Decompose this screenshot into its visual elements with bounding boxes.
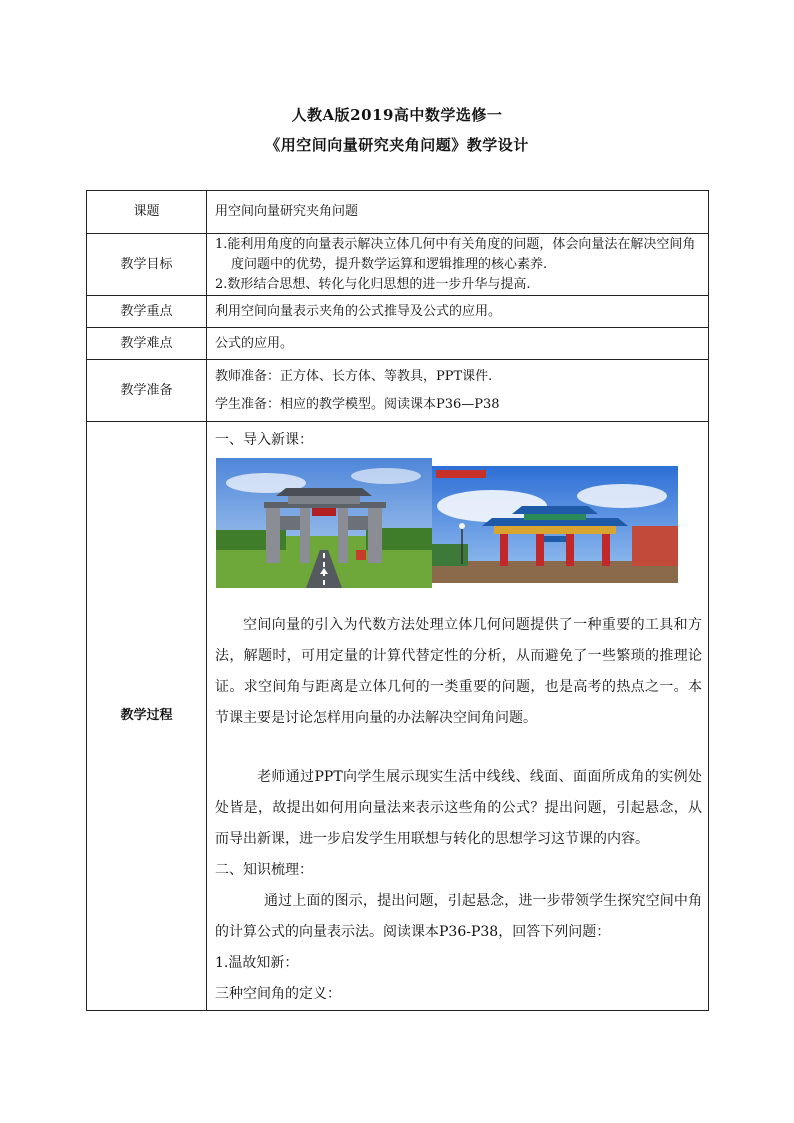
item-review: 1.温故知新： — [215, 955, 299, 971]
review-paragraph: 通过上面的图示，提出问题，引起悬念，进一步带领学生探究空间中角的计算公式的向量表示法。阅读课本P36-P38，回答下列问题： — [215, 893, 702, 940]
archway-photos — [215, 458, 702, 598]
teacher-preparation: 教师准备：正方体、长方体、等教具，PPT课件. — [215, 368, 493, 384]
row-key-points — [87, 296, 709, 328]
content-goals — [207, 234, 709, 296]
intro-paragraph: 空间向量的引入为代数方法处理立体几何问题提供了一种重要的工具和方法，解题时，可用定量的计算代替定性的分析，从而避免了一些繁琐的推理论证。求空间角与距离是立体几何的一类重要的问题，也是高考的热点之一。本节课主要是讨论怎样用向量的办法解决空间角问题。 — [215, 617, 702, 726]
goal-item-2: 2.数形结合思想、转化与化归思想的进一步升华与提高. — [215, 276, 531, 292]
content-preparation — [207, 360, 709, 422]
content-topic: 用空间向量研究夹角问题 — [207, 191, 709, 234]
content-difficulties: 公式的应用。 — [207, 328, 709, 360]
label-preparation: 教学准备 — [87, 360, 207, 422]
section-heading-knowledge: 二、知识梳理： — [215, 862, 313, 878]
label-difficulties: 教学难点 — [87, 328, 207, 360]
label-key-points: 教学重点 — [87, 296, 207, 328]
student-preparation: 学生准备：相应的教学模型。阅读课本P36—P38 — [215, 396, 500, 412]
content-process — [207, 422, 709, 1011]
goal-item-1: 1.能利用角度的向量表示解决立体几何中有关角度的问题，体会向量法在解决空间角度问题中的优势，提升数学运算和逻辑推理的核心素养. — [215, 236, 696, 272]
label-topic: 课题 — [87, 191, 207, 234]
row-topic — [87, 191, 709, 234]
content-key-points: 利用空间向量表示夹角的公式推导及公式的应用。 — [207, 296, 709, 328]
blank-line — [215, 734, 702, 762]
row-process — [87, 422, 709, 1011]
teacher-paragraph: 老师通过PPT向学生展示现实生活中线线、线面、面面所成角的实例处处皆是，故提出如何用向量法来表示这些角的公式？提出问题，引起悬念，从而导出新课，进一步启发学生用联想与转化的思想学习这节课的内容。 — [215, 769, 702, 847]
row-goals — [87, 234, 709, 296]
stone-archway-photo — [216, 458, 432, 588]
lesson-plan-table — [86, 190, 709, 1011]
row-difficulties — [87, 328, 709, 360]
section-heading-intro: 一、导入新课： — [215, 432, 313, 448]
document-title: 人教A版2019高中数学选修一 — [291, 106, 503, 124]
item-definitions: 三种空间角的定义： — [215, 986, 341, 1002]
painted-gate-photo — [432, 466, 678, 583]
document-subtitle: 《用空间向量研究夹角问题》教学设计 — [265, 136, 529, 154]
label-goals: 教学目标 — [87, 234, 207, 296]
row-preparation — [87, 360, 709, 422]
label-process: 教学过程 — [87, 422, 207, 1011]
